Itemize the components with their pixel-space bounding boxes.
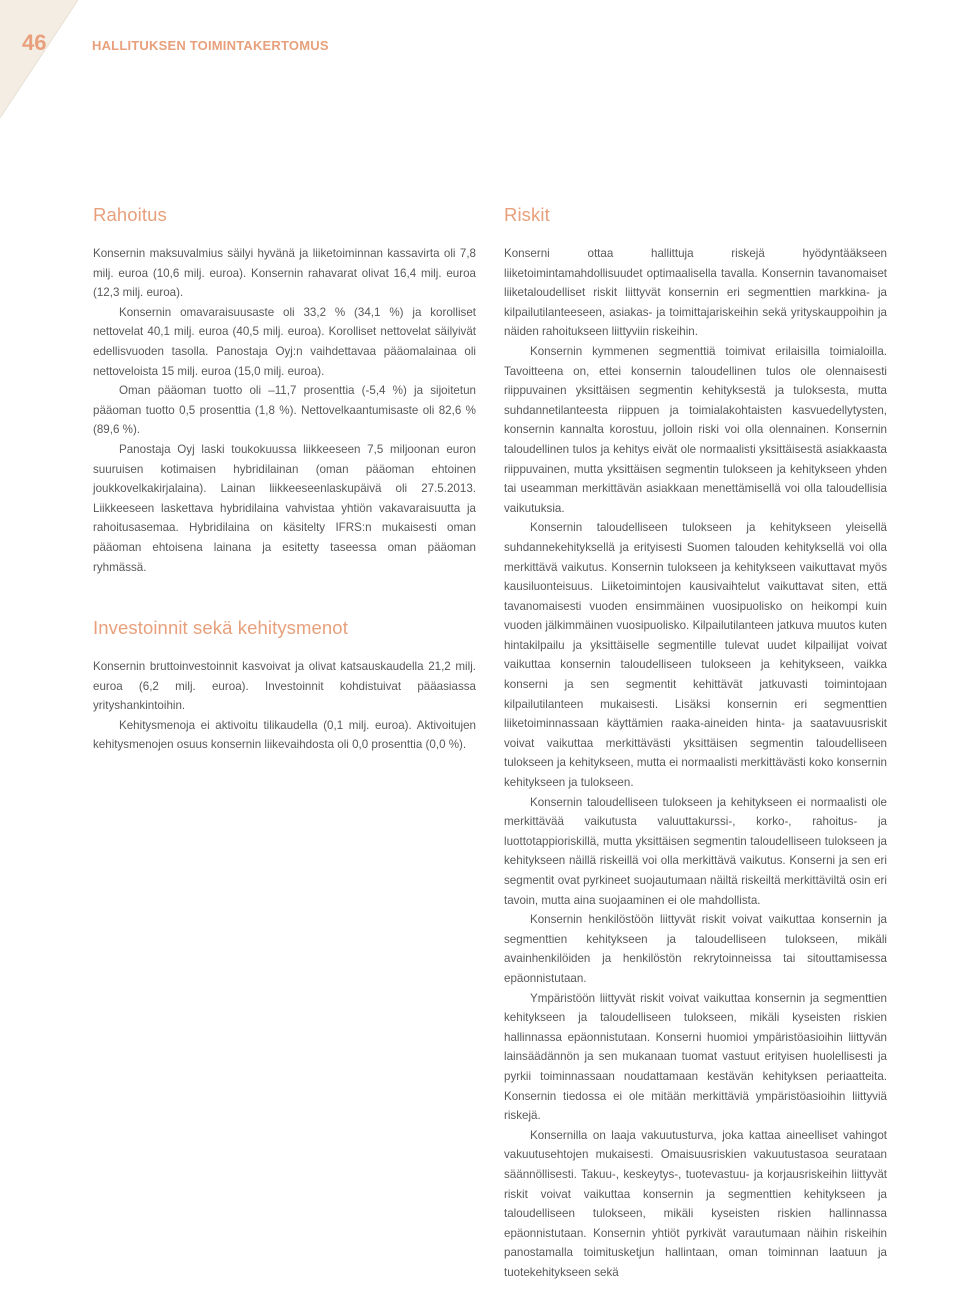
page-number: 46 [22, 30, 47, 55]
paragraph: Konsernin henkilöstöön liittyvät riskit voivat vaikuttaa konsernin ja segmenttien kehitykseen ja taloudelliseen tulokseen, mikäli avainhenkilöiden ja henkilöstön rekrytoinneissa tai sitouttamisessa epäonnistutaan. [504, 913, 887, 985]
paragraph: Konsernin maksuvalmius säilyi hyvänä ja liiketoiminnan kassavirta oli 7,8 milj. euroa (10,6 milj. euroa). Konsernin rahavarat olivat 16,4 milj. euroa (12,3 milj. euroa). [93, 247, 476, 300]
left-column [93, 204, 476, 755]
section-heading-investoinnit: Investoinnit sekä kehitysmenot [93, 617, 348, 639]
paragraph: Konsernin bruttoinvestoinnit kasvoivat ja olivat katsauskaudella 21,2 milj. euroa (6,2 milj. euroa). Investoinnit kohdistuivat pääasiassa yrityshankintoihin. [93, 660, 476, 713]
paragraph: Konsernin taloudelliseen tulokseen ja kehitykseen ei normaalisti ole merkittävää vaikutusta valuuttakurssi-, korko-, rahoitus- ja luottotappioriskillä, mutta yksittäisen segmentin taloudelliseen tulokseen ja kehitykseen näillä riskeillä voi olla merkittävä vaikutus. Konserni ja sen eri segmentit ovat pyrkineet suojautumaan näiltä riskeiltä merkittäviltä osin eri tavoin, mutta aina suojaaminen ei ole mahdollista. [504, 795, 887, 907]
paragraph: Konsernin omavaraisuusaste oli 33,2 % (34,1 %) ja korolliset nettovelat 40,1 milj. euroa (40,5 milj. euroa). Korolliset nettovelat säilyivät edellisvuoden tasolla. Panostaja Oyj:n vaihdettavaa pääomalainaa oli nettoveloista 15 milj. euroa (15,0 milj. euroa). [93, 305, 476, 378]
paragraph: Panostaja Oyj laski toukokuussa liikkeeseen 7,5 miljoonan euron suuruisen kotimaisen hybridilainan (oman pääoman ehtoinen joukkovelkakirjalaina). Lainan liikkeeseenlaskupäivä oli 27.5.2013. Liikkeeseen laskettava hybridilaina vahvistaa yhtiön vakavaraisuutta ja rahoitusasemaa. Hybridilaina on käsitelty IFRS:n mukaisesti oman pääoman ehtoisena lainana ja esitetty taseessa oman pääoman ryhmässä. [93, 442, 476, 574]
section-heading-riskit: Riskit [504, 204, 550, 225]
paragraph: Kehitysmenoja ei aktivoitu tilikaudella (0,1 milj. euroa). Aktivoitujen kehitysmenojen osuus konsernin liikevaihdosta oli 0,0 prosenttia (0,0 %). [93, 718, 476, 752]
paragraph: Oman pääoman tuotto oli –11,7 prosenttia (-5,4 %) ja sijoitetun pääoman tuotto 0,5 prosenttia (1,8 %). Nettovelkaantumisaste oli 82,6 % (89,6 %). [93, 384, 476, 437]
section-heading-rahoitus: Rahoitus [93, 204, 167, 225]
paragraph: Ympäristöön liittyvät riskit voivat vaikuttaa konsernin ja segmenttien kehitykseen ja taloudelliseen tulokseen, mikäli kyseisten riskien hallinnassa epäonnistutaan. Konserni huomioi ympäristöasioihin liittyvän lainsäädännön ja sen mukanaan tuomat vastuut erityisen huolellisesti ja pyrkii toiminnassaan noudattamaan kestävän kehityksen periaatteita. Konsernin tiedossa ei ole mitään merkittäviä ympäristöasioihin liittyviä riskejä. [504, 991, 887, 1123]
paragraph: Konsernilla on laaja vakuutusturva, joka kattaa aineelliset vahingot vakuutusehtojen mukaisesti. Omaisuusriskien vakuutustasoa seurataan säännöllisesti. Takuu-, keskeytys-, tuotevastuu- ja korjausriskeihin liittyvät riskit voivat vaikuttaa konsernin ja segmenttien kehitykseen ja taloudelliseen tulokseen, mikäli kyseisten riskien hallinnassa epäonnistutaan. Konsernin yhtiöt pyrkivät varautumaan näihin riskeihin panostamalla toimitusketjun hallintaan, oman toiminnan laatuun ja tuotekehitykseen sekä [504, 1128, 887, 1279]
right-column [504, 204, 887, 1282]
corner-fold-decoration [0, 0, 78, 118]
paragraph: Konsernin kymmenen segmenttiä toimivat erilaisilla toimialoilla. Tavoitteena on, ettei konsernin taloudellinen tulos ole olennaisesti riippuvainen yksittäisen segmentin kehityksestä ja tuloksesta, mutta suhdannetilanteesta riippuen ja toimialakohtaisten kasvuedellytysten, konsernin kannalta korostuu, jolloin riski voi olla olennainen. Konsernin taloudellinen tulos ja kehitys eivät ole normaalisti yksittäisestä asiakkaasta riippuvainen, mutta yksittäisen segmentin tulokseen ja kehitykseen yhden tai useamman merkittävän asiakkaan menettämisellä voi olla taloudellisia vaikutuksia. [504, 344, 887, 515]
paragraph: Konserni ottaa hallittuja riskejä hyödyntääkseen liiketoimintamahdollisuudet optimaalisella tavalla. Konsernin tavanomaiset liiketaloudelliset riskit liittyvät konsernin eri segmenttien markkina- ja kilpailutilanteeseen, asiakas- ja toimittajariskeihin sekä yrityskauppoihin ja näiden rahoitukseen liittyviin riskeihin. [504, 247, 887, 339]
paragraph: Konsernin taloudelliseen tulokseen ja kehitykseen yleisellä suhdannekehityksellä ja erityisesti Suomen talouden kehityksellä voi olla merkittävä vaikutus. Konsernin tulokseen ja kehitykseen vaikuttavat myös kausiluonteisuus. Liiketoimintojen kausivaihtelut vaikuttavat siten, että tavanomaisesti vuoden ensimmäinen vuosipuolisko on heikompi kuin vuoden jälkimmäinen vuosipuolisko. Kilpailutilanteen jatkuva muutos kuten hintakilpailu ja yksittäiselle segmentille tulevat uudet kilpailijat voivat vaikuttaa konsernin taloudelliseen tulokseen ja kehitykseen, vaikka konserni ja sen segmentit kehittävät jatkuvasti toimintojaan kilpailutilanteen mukaisesti. Lisäksi konsernin eri segmenttien liiketoiminnassaan käyttämien raaka-aineiden hinta- ja saatavuusriskit voivat vaikuttaa merkittävästi yksittäisen segmentin taloudelliseen tulokseen ja kehitykseen, mutta ei normaalisti merkittävästi koko konsernin kehitykseen ja tulokseen. [504, 521, 887, 790]
running-header: HALLITUKSEN TOIMINTAKERTOMUS [92, 38, 329, 53]
